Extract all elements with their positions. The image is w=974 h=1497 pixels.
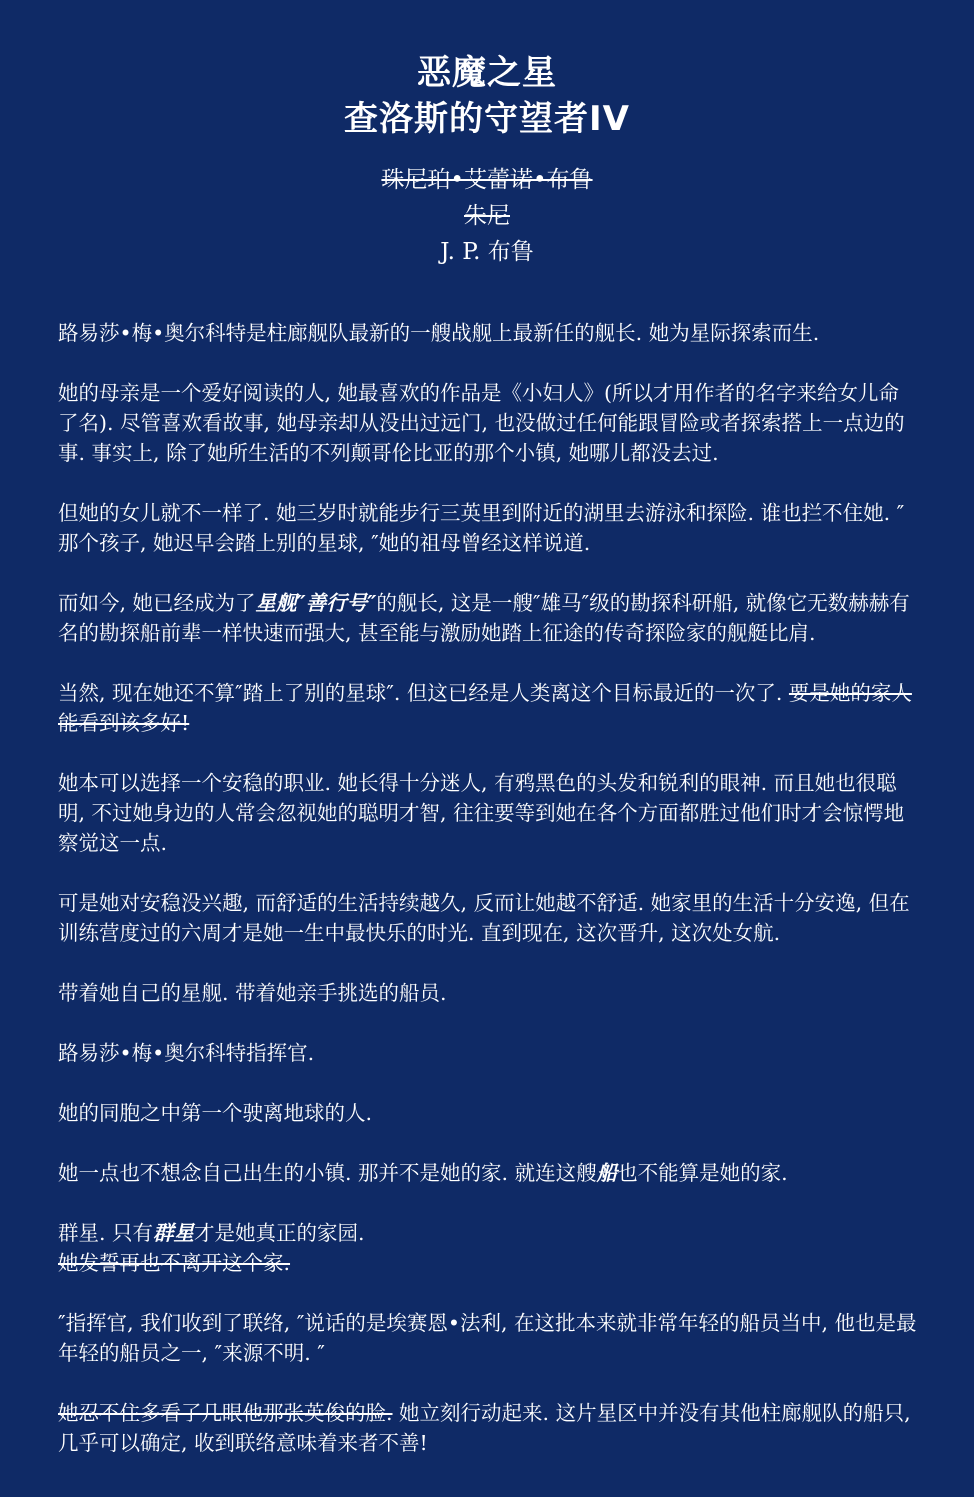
paragraph-text: 而如今, 她已经成为了 (58, 591, 256, 615)
paragraph (58, 678, 918, 738)
author-nickname-struck: 朱尼 (464, 203, 510, 229)
paragraph: 路易莎•梅•奥尔科特是柱廊舰队最新的一艘战舰上最新任的舰长. 她为星际探索而生. (58, 321, 820, 345)
paragraph: 她的同胞之中第一个驶离地球的人. (58, 1101, 373, 1125)
ship-name-emphasis: 星舰″善行号″ (255, 591, 377, 615)
author-full-name-struck: 珠尼珀•艾蕾诺•布鲁 (381, 167, 593, 193)
story-body (58, 318, 918, 1488)
paragraph-text: 群星. 只有 (58, 1221, 154, 1245)
paragraph (58, 588, 918, 648)
paragraph-text: 她一点也不想念自己出生的小镇. 那并不是她的家. 就连这艘 (58, 1161, 597, 1185)
author-block (0, 162, 974, 270)
paragraph: 路易莎•梅•奥尔科特指挥官. (58, 1041, 315, 1065)
paragraph: 她本可以选择一个安稳的职业. 她长得十分迷人, 有鸦黑色的头发和锐利的眼神. 而且她也很聪明, 不过她身边的人常会忽视她的聪明才智, 往往要等到她在各个方面都胜过他们时才会惊愕地察觉这一点. (58, 771, 905, 855)
paragraph: 可是她对安稳没兴趣, 而舒适的生活持续越久, 反而让她越不舒适. 她家里的生活十分安逸, 但在训练营度过的六周才是她一生中最快乐的时光. 直到现在, 这次晋升, 这次处女航. (58, 891, 910, 945)
paragraph-text: 也不能算是她的家. (617, 1161, 788, 1185)
stars-emphasis: 群星 (153, 1221, 195, 1245)
book-title: 恶魔之星 (417, 53, 557, 93)
struck-text: 她忍不住多看了几眼他那张英俊的脸. (58, 1401, 393, 1425)
paragraph (58, 1218, 918, 1248)
paragraph (58, 1158, 918, 1188)
paragraph-text: 当然, 现在她还不算″踏上了别的星球″. 但这已经是人类离这个目标最近的一次了. (58, 681, 789, 705)
paragraph (58, 1398, 918, 1458)
struck-paragraph: 她发誓再也不离开这个家. (58, 1251, 291, 1275)
paragraph: 她的母亲是一个爱好阅读的人, 她最喜欢的作品是《小妇人》(所以才用作者的名字来给女儿命了名). 尽管喜欢看故事, 她母亲却从没出过远门, 也没做过任何能跟冒险或者探索搭上一点边的事. 事实上, 除了她所生活的不列颠哥伦比亚的那个小镇, 她哪儿都没去过. (58, 381, 905, 465)
ship-emphasis: 船 (596, 1161, 618, 1185)
paragraph-text: 的舰长, 这是一艘″雄马″级的勘探科研船, 就像它无数赫赫有名的勘探船前辈一样快速而强大, 甚至能与激励她踏上征途的传奇探险家的舰艇比肩. (58, 591, 910, 645)
book-subtitle: 查洛斯的守望者IV (344, 99, 630, 139)
paragraph-text: 她立刻行动起来. 这片星区中并没有其他柱廊舰队的船只, 几乎可以确定, 收到联络意味着来者不善! (58, 1401, 911, 1455)
struck-text: 要是她的家人能看到该多好! (58, 681, 912, 735)
paragraph-text: 才是她真正的家园. (194, 1221, 365, 1245)
paragraph: ″指挥官, 我们收到了联络, ″说话的是埃赛恩•法利, 在这批本来就非常年轻的船员当中, 他也是最年轻的船员之一, ″来源不明. ″ (58, 1311, 917, 1365)
title-block (0, 50, 974, 142)
paragraph: 带着她自己的星舰. 带着她亲手挑选的船员. (58, 981, 447, 1005)
author-pen-name: J. P. 布鲁 (440, 239, 534, 265)
paragraph: 但她的女儿就不一样了. 她三岁时就能步行三英里到附近的湖里去游泳和探险. 谁也拦不住她. ″那个孩子, 她迟早会踏上别的星球, ″她的祖母曾经这样说道. (58, 501, 905, 555)
